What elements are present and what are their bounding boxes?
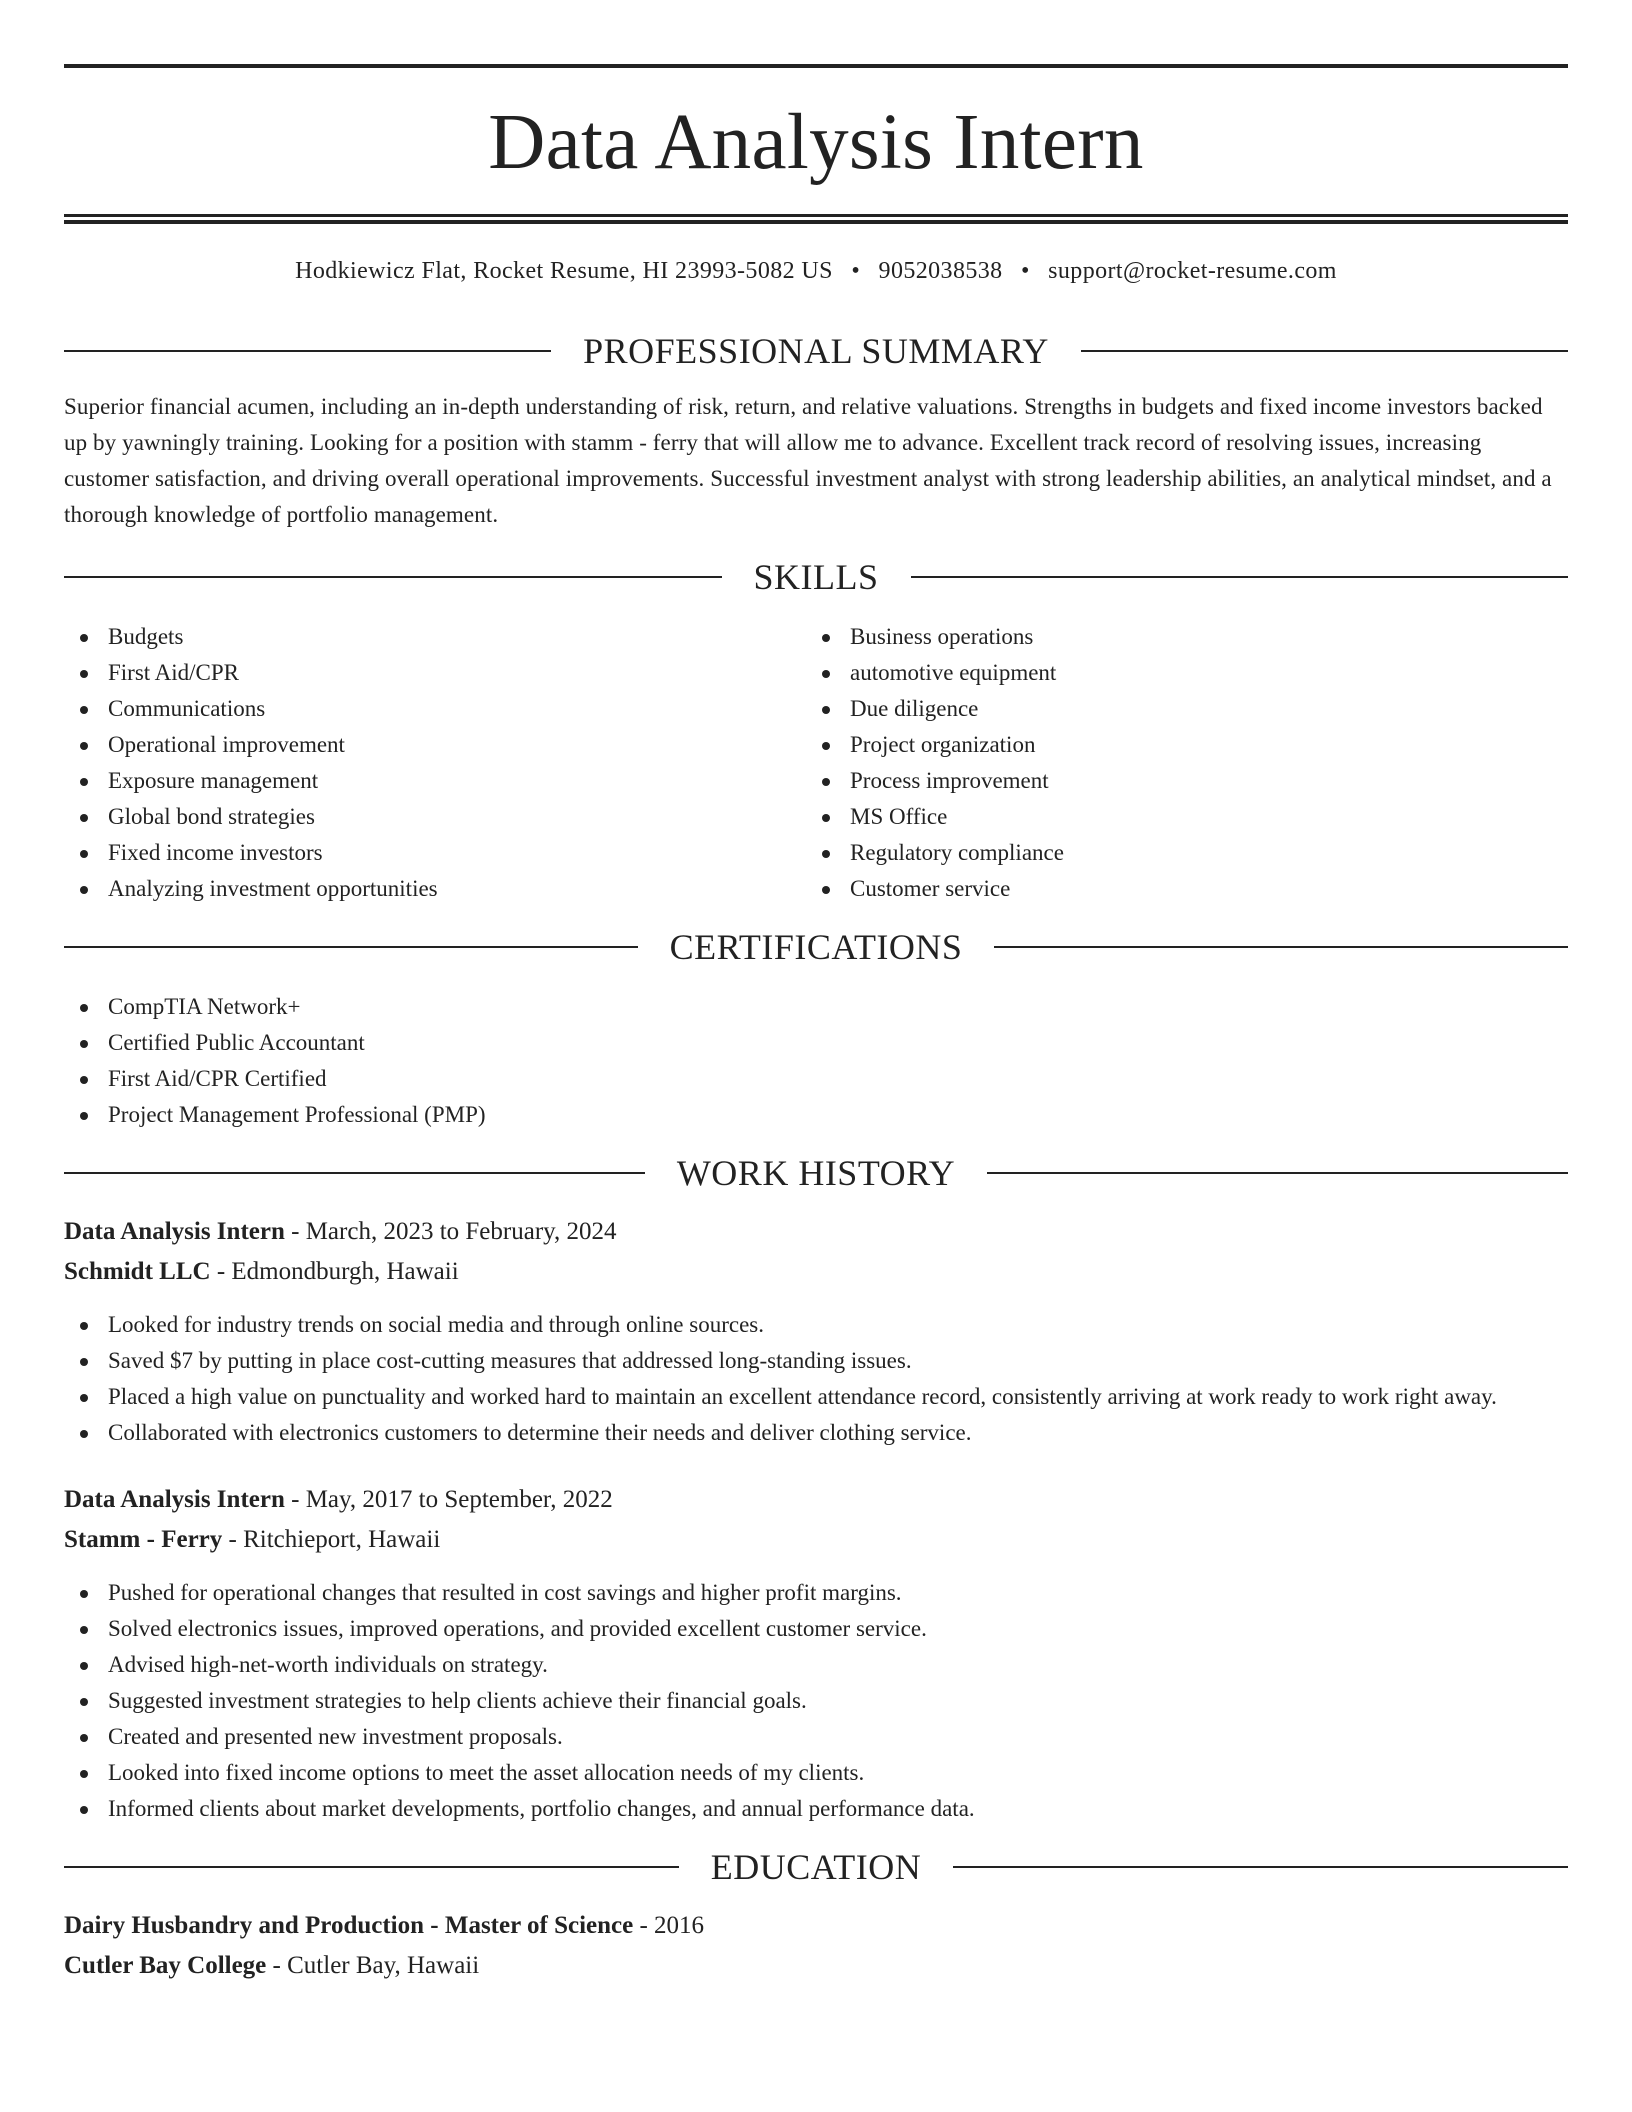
job-bullet: Advised high-net-worth individuals on strategy.	[64, 1647, 1568, 1683]
job-title-line	[64, 1481, 1568, 1519]
job-bullet: Solved electronics issues, improved operations, and provided excellent customer service.	[64, 1611, 1568, 1647]
job-dates: - May, 2017 to September, 2022	[284, 1486, 613, 1513]
job-dates: - March, 2023 to February, 2024	[284, 1218, 617, 1245]
summary-text: Superior financial acumen, including an in-depth understanding of risk, return, and relative valuations. Strengths in budgets and fixed income investors backed up by yawningly training. Looking for a position with stamm - ferry that will allow me to advance. Excellent track record of resolving issues, increasing customer satisfaction, and driving overall operational improvements. Successful investment analyst with strong leadership abilities, an analytical mindset, and a thorough knowledge of portfolio management.	[64, 394, 1552, 527]
section-heading-summary	[64, 333, 1568, 369]
certification-item: Certified Public Accountant	[64, 1025, 1568, 1061]
heading-rule	[994, 946, 1568, 948]
contact-email: support@rocket-resume.com	[1048, 258, 1337, 284]
skill-item: Regulatory compliance	[806, 835, 1548, 871]
heading-rule	[64, 350, 551, 352]
heading-rule	[64, 946, 638, 948]
heading-rule	[987, 1172, 1568, 1174]
heading-rule	[953, 1866, 1568, 1868]
skill-item: Global bond strategies	[64, 799, 806, 835]
job-bullet: Informed clients about market developments, portfolio changes, and annual performance data.	[64, 1791, 1568, 1827]
certification-item: CompTIA Network+	[64, 989, 1568, 1025]
contact-address: Hodkiewicz Flat, Rocket Resume, HI 23993-5082 US	[295, 258, 833, 284]
skill-item: Project organization	[806, 727, 1548, 763]
heading-rule	[64, 1172, 645, 1174]
header-double-rule	[64, 214, 1568, 224]
resume-name: Data Analysis Intern	[488, 99, 1144, 186]
job-company: Stamm - Ferry	[64, 1526, 223, 1553]
section-title: WORK HISTORY	[676, 1153, 956, 1193]
skill-item: Communications	[64, 691, 806, 727]
job-company-line	[64, 1253, 1568, 1291]
skill-item: Process improvement	[806, 763, 1548, 799]
job-location: - Edmondburgh, Hawaii	[210, 1258, 459, 1285]
job-bullet: Suggested investment strategies to help clients achieve their financial goals.	[64, 1683, 1568, 1719]
job-title-line	[64, 1213, 1568, 1251]
certifications-list	[64, 989, 1568, 1133]
job-entry	[64, 1213, 1568, 1451]
job-entry	[64, 1481, 1568, 1827]
job-company: Schmidt LLC	[64, 1258, 211, 1285]
job-bullet: Looked into fixed income options to meet the asset allocation needs of my clients.	[64, 1755, 1568, 1791]
job-location: - Ritchieport, Hawaii	[222, 1526, 441, 1553]
section-title: PROFESSIONAL SUMMARY	[583, 331, 1049, 371]
job-bullet: Saved $7 by putting in place cost-cutting measures that addressed long-standing issues.	[64, 1343, 1568, 1379]
contact-phone: 9052038538	[878, 258, 1003, 284]
skills-grid	[64, 619, 1568, 907]
job-bullet: Created and presented new investment proposals.	[64, 1719, 1568, 1755]
skill-item: Budgets	[64, 619, 806, 655]
contact-separator: •	[1020, 258, 1030, 284]
section-heading-certifications	[64, 929, 1568, 965]
section-title: CERTIFICATIONS	[669, 927, 963, 967]
section-title: SKILLS	[753, 557, 879, 597]
skill-item: Due diligence	[806, 691, 1548, 727]
resume-page	[64, 64, 1568, 1985]
education-year: - 2016	[633, 1912, 705, 1939]
section-heading-skills	[64, 559, 1568, 595]
skill-item: Fixed income investors	[64, 835, 806, 871]
education-school: Cutler Bay College	[64, 1952, 267, 1979]
contact-separator: •	[851, 258, 861, 284]
certification-item: Project Management Professional (PMP)	[64, 1097, 1568, 1133]
job-bullet: Pushed for operational changes that resulted in cost savings and higher profit margins.	[64, 1575, 1568, 1611]
job-title: Data Analysis Intern	[64, 1486, 285, 1513]
section-heading-education	[64, 1849, 1568, 1885]
contact-line	[64, 258, 1568, 285]
skill-item: Exposure management	[64, 763, 806, 799]
section-heading-work-history	[64, 1155, 1568, 1191]
education-degree: Dairy Husbandry and Production - Master of Science	[64, 1912, 634, 1939]
skill-item: Customer service	[806, 871, 1548, 907]
certification-item: First Aid/CPR Certified	[64, 1061, 1568, 1097]
skill-item: First Aid/CPR	[64, 655, 806, 691]
heading-rule	[64, 1866, 679, 1868]
job-bullets	[64, 1307, 1568, 1451]
education-degree-line	[64, 1907, 1568, 1945]
skills-list-left	[64, 619, 806, 907]
heading-rule	[911, 576, 1569, 578]
skill-item: automotive equipment	[806, 655, 1548, 691]
section-title: EDUCATION	[710, 1847, 922, 1887]
education-school-line	[64, 1947, 1568, 1985]
heading-rule	[64, 576, 722, 578]
skill-item: Business operations	[806, 619, 1548, 655]
education-location: - Cutler Bay, Hawaii	[266, 1952, 480, 1979]
job-title: Data Analysis Intern	[64, 1218, 285, 1245]
job-bullet: Looked for industry trends on social media and through online sources.	[64, 1307, 1568, 1343]
top-rule	[64, 64, 1568, 68]
skill-item: MS Office	[806, 799, 1548, 835]
job-bullet: Collaborated with electronics customers to determine their needs and deliver clothing service.	[64, 1415, 1568, 1451]
job-company-line	[64, 1521, 1568, 1559]
skills-list-right	[806, 619, 1548, 907]
skill-item: Operational improvement	[64, 727, 806, 763]
education-entry	[64, 1907, 1568, 1985]
job-bullet: Placed a high value on punctuality and worked hard to maintain an excellent attendance record, consistently arriving at work ready to work right away.	[64, 1379, 1568, 1415]
skill-item: Analyzing investment opportunities	[64, 871, 806, 907]
job-bullets	[64, 1575, 1568, 1827]
heading-rule	[1081, 350, 1568, 352]
